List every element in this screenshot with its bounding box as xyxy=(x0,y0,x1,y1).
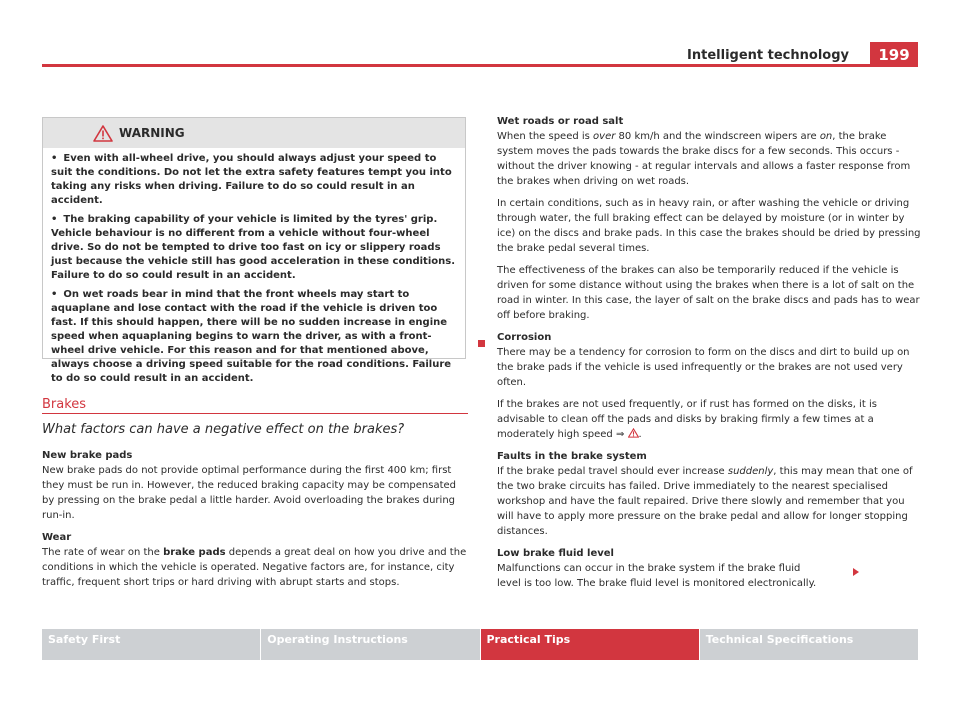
emphasis-over: over xyxy=(593,131,616,142)
running-header-title: Intelligent technology xyxy=(687,48,849,63)
warning-header xyxy=(43,118,465,148)
text-span: When the speed is xyxy=(497,131,594,142)
subheading-wet-roads: Wet roads or road salt xyxy=(497,116,624,127)
emphasis-on: on xyxy=(819,131,833,142)
text-span: depends a great deal on how you drive and the conditions in which the vehicle is operated. Negative factors are, for instance, city traffic, frequent short trips or hard driving with abrupt starts and stops. xyxy=(42,547,467,588)
paragraph-low-brake-fluid: Malfunctions can occur in the brake system if the brake fluid level is too low. The brake fluid level is monitored electronically. xyxy=(497,563,817,589)
footer-tab-technical-specifications[interactable]: Technical Specifications xyxy=(700,629,918,660)
warning-item xyxy=(51,288,459,386)
subheading-corrosion: Corrosion xyxy=(497,332,552,343)
bullet-icon: • xyxy=(51,214,58,225)
paragraph-faults xyxy=(497,464,921,539)
paragraph-wet-roads-2: In certain conditions, such as in heavy rain, or after washing the vehicle or driving through water, the full braking effect can be delayed by moisture (or in winter by ice) on the discs and brake pads. In this case the brakes should be dried by pressing the brake pedal several times. xyxy=(497,198,921,254)
section-title: Brakes xyxy=(42,397,87,412)
bullet-icon: • xyxy=(51,289,58,300)
paragraph-wet-roads-3: The effectiveness of the brakes can also be temporarily reduced if the vehicle is driven for some distance without using the brakes when there is a lot of salt on the road in winter. In this case, the layer of salt on the brake discs and pads has to wear off before braking. xyxy=(497,265,920,321)
paragraph-corrosion-2: If the brakes are not used frequently, or if rust has formed on the disks, it is advisable to clean off the pads and disks by braking firmly a few times at a moderately high speed ⇒ . xyxy=(497,399,877,440)
warning-item-text: On wet roads bear in mind that the front wheels may start to aquaplane and lose contact with the road if the vehicle is driven too fast. If this should happen, there will be no sudden increase in engine speed when aquaplaning begins to warn the driver, as with a front-wheel drive vehicle. For this reason and for that mentioned above, always choose a driving speed suitable for the road conditions. Failure to do so could result in an accident. xyxy=(51,289,452,384)
paragraph-new-brake-pads: New brake pads do not provide optimal performance during the first 400 km; first they must be run in. However, the reduced braking capacity may be compensated by pressing on the brake pedal a little harder. Avoid overloading the brakes during run-in. xyxy=(42,465,457,521)
warning-reference-icon[interactable] xyxy=(628,428,639,438)
text-span: , this may mean that one of the two brake circuits has failed. Drive immediately to the nearest specialised workshop and have the fault repaired. Drive there slowly and remember that you will have to apply more pressure on the brake pedal and allow for longer stopping distances. xyxy=(497,466,913,537)
paragraph-wet-roads-1 xyxy=(497,129,921,189)
emphasis-brake-pads: brake pads xyxy=(163,547,226,558)
warning-title: WARNING xyxy=(119,126,185,140)
subheading-wear: Wear xyxy=(42,532,72,543)
continue-arrow-icon xyxy=(853,568,859,576)
paragraph-wear xyxy=(42,545,468,590)
footer-tab-safety-first[interactable]: Safety First xyxy=(42,629,260,660)
emphasis-suddenly: suddenly xyxy=(727,466,774,477)
text-span: If the brakes are not used frequently, or if rust has formed on the disks, it is advisable to clean off the pads and disks by braking firmly a few times at a moderately high speed xyxy=(497,399,877,440)
warning-body xyxy=(43,148,465,386)
warning-triangle-icon xyxy=(93,125,113,142)
left-column xyxy=(42,448,468,597)
subheading-new-brake-pads: New brake pads xyxy=(42,450,133,461)
text-span: If the brake pedal travel should ever increase xyxy=(497,466,728,477)
warning-item-text: Even with all-wheel drive, you should always adjust your speed to suit the conditions. Do not let the extra safety features tempt you into taking any risks when driving. Failure to do so could result in an accident. xyxy=(51,153,452,206)
section-rule xyxy=(42,413,468,414)
cross-reference-arrow[interactable]: ⇒ xyxy=(615,429,625,440)
warning-box xyxy=(42,117,466,384)
text-span: 80 km/h and the windscreen wipers are xyxy=(615,131,820,142)
text-span: The rate of wear on the xyxy=(42,547,164,558)
right-column xyxy=(497,114,921,598)
warning-item xyxy=(51,152,459,208)
paragraph-corrosion-1: There may be a tendency for corrosion to form on the discs and dirt to build up on the brake pads if the vehicle is used infrequently or the brakes are not used very often. xyxy=(497,347,910,388)
warning-item xyxy=(51,213,459,283)
footer-nav xyxy=(42,629,918,660)
bullet-icon: • xyxy=(51,153,58,164)
footer-tab-operating-instructions[interactable]: Operating Instructions xyxy=(261,629,479,660)
subheading-faults: Faults in the brake system xyxy=(497,451,647,462)
footer-tab-practical-tips[interactable]: Practical Tips xyxy=(481,629,699,660)
warning-item-text: The braking capability of your vehicle is limited by the tyres' grip. Vehicle behaviour is no different from a vehicle without four-wheel drive. So do not be tempted to drive too fast on icy or slippery roads just because the vehicle still has good acceleration in these conditions. Failure to do so could result in an accident. xyxy=(51,214,456,281)
header-rule xyxy=(42,64,918,67)
subheading-low-brake-fluid: Low brake fluid level xyxy=(497,548,614,559)
page-number: 199 xyxy=(870,42,918,67)
section-question: What factors can have a negative effect on the brakes? xyxy=(42,422,405,437)
section-end-icon xyxy=(478,340,485,347)
text-span: , the brake system moves the pads towards the brake discs for a few seconds. This occurs - without the driver knowing - at regular intervals and allows a faster response from the brakes when driving on wet roads. xyxy=(497,131,911,187)
